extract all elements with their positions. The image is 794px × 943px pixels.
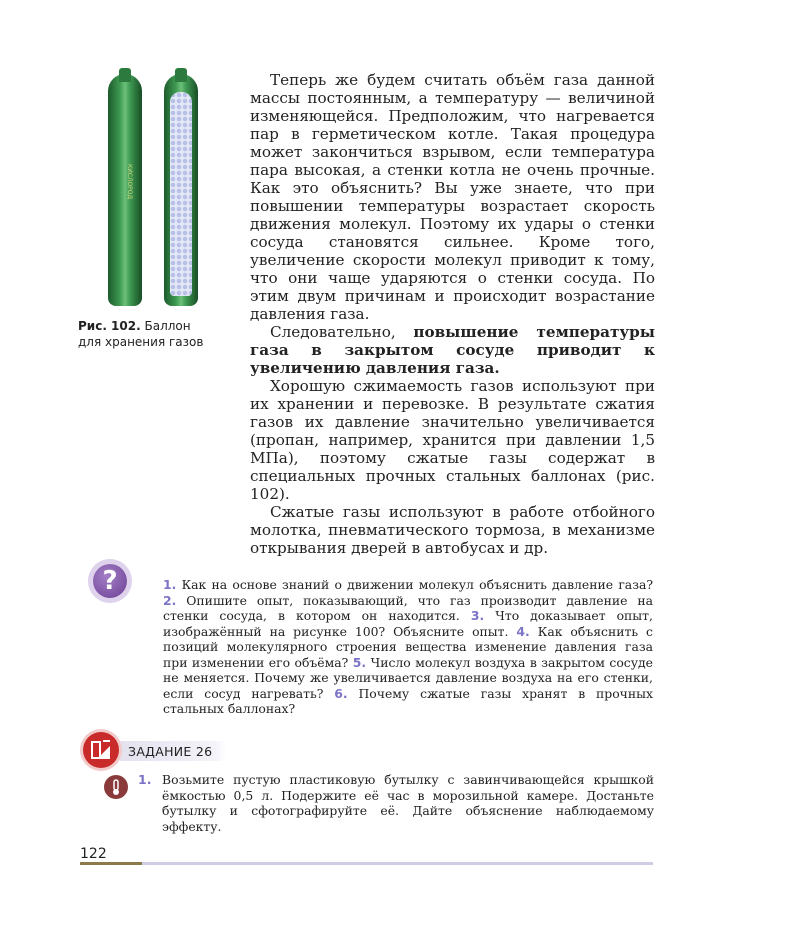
question-text: Как объяснить с позиций молекулярного строения вещества изменение давления газа при изменении его объёма? xyxy=(163,623,653,670)
question-number: 6. xyxy=(334,685,348,701)
cylinder-valve xyxy=(175,68,187,82)
cylinder-label: КИСЛОРОД xyxy=(126,164,133,200)
question-number: 1. xyxy=(163,577,177,592)
thermometer-icon xyxy=(104,775,128,799)
gas-molecules-illustration xyxy=(170,92,192,296)
paragraph-2-prefix: Следовательно, xyxy=(270,323,414,341)
task-text: Возьмите пустую пластиковую бутылку с завинчивающейся крышкой ёмкостью 0,5 л. Подержите её час в морозильной камере. Достаньте бутылку и сфотографируйте её. Дайте объяснение наблюдаемому эффекту. xyxy=(162,772,654,834)
paragraph-3: Хорошую сжимаемость газов используют при их хранении и перевозке. В результате сжатия газов их давление значительно увеличивается (пропан, например, хранится при давлении 1,5 МПа), поэтому сжатые газы содержат в специальных прочных стальных баллонах (рис. 102). xyxy=(250,377,655,503)
question-text: Как на основе знаний о движении молекул объяснить давление газа? xyxy=(181,577,653,592)
gas-cylinder-image xyxy=(108,74,142,306)
page-number: 122 xyxy=(80,846,107,862)
paragraph-1: Теперь же будем считать объём газа данной массы постоянным, а температуру — величиной изменяющейся. Предположим, что нагревается пар в герметическом котле. Такая процедура может закончиться взрывом, если температура пара высокая, а стенки котла не очень прочные. Как это объяснить? Вы уже знаете, что при повышении температуры возрастает скорость движения молекул. Поэтому их удары о стенки сосуда становятся сильнее. Кроме того, увеличение скорости молекул приводит к тому, что они чаще ударяются о стенки сосуда. По этим двум причинам и происходит возрастание давления газа. xyxy=(250,71,655,323)
questions-block xyxy=(163,577,653,717)
task-title: ЗАДАНИЕ 26 xyxy=(128,744,213,759)
figure-gas-cylinders xyxy=(90,68,220,313)
task-tools-icon xyxy=(83,732,119,768)
question-text: Почему сжатые газы хранят в прочных стальных баллонах? xyxy=(163,685,653,716)
paragraph-2 xyxy=(250,323,655,377)
figure-caption-text: Баллон xyxy=(144,319,191,333)
question-icon: ? xyxy=(93,564,127,598)
ruler-triangle-icon xyxy=(83,732,119,768)
gas-cylinder-cutaway-image xyxy=(164,74,198,306)
main-text xyxy=(250,71,655,557)
cylinder-valve xyxy=(119,68,131,82)
footer-divider xyxy=(80,862,653,865)
question-text: Опишите опыт, показывающий, что газ производит давление на стенки сосуда, в котором он находится. xyxy=(163,592,653,623)
question-number: 3. xyxy=(470,608,485,623)
task-number: 1. xyxy=(138,772,152,787)
question-number: 2. xyxy=(163,592,177,608)
question-number: 4. xyxy=(516,623,530,639)
question-text: Число молекул воздуха в закрытом сосуде не меняется. Почему же увеличивается давление воздуха на его стенки, если сосуд нагревать? xyxy=(163,654,653,701)
question-text: Что доказывает опыт, изображённый на рисунке 100? Объясните опыт. xyxy=(163,608,653,639)
question-number: 5. xyxy=(352,654,367,670)
thermometer-glyph-icon xyxy=(104,775,128,799)
figure-caption-text-2: для хранения газов xyxy=(78,335,204,349)
figure-caption-label: Рис. 102. xyxy=(78,319,141,333)
figure-caption xyxy=(78,318,238,350)
paragraph-2-bold: повышение температуры газа в закрытом сосуде приводит к увеличению давления газа. xyxy=(250,323,655,377)
paragraph-4: Сжатые газы используют в работе отбойного молотка, пневматического тормоза, в механизме открывания дверей в автобусах и др. xyxy=(250,503,655,557)
